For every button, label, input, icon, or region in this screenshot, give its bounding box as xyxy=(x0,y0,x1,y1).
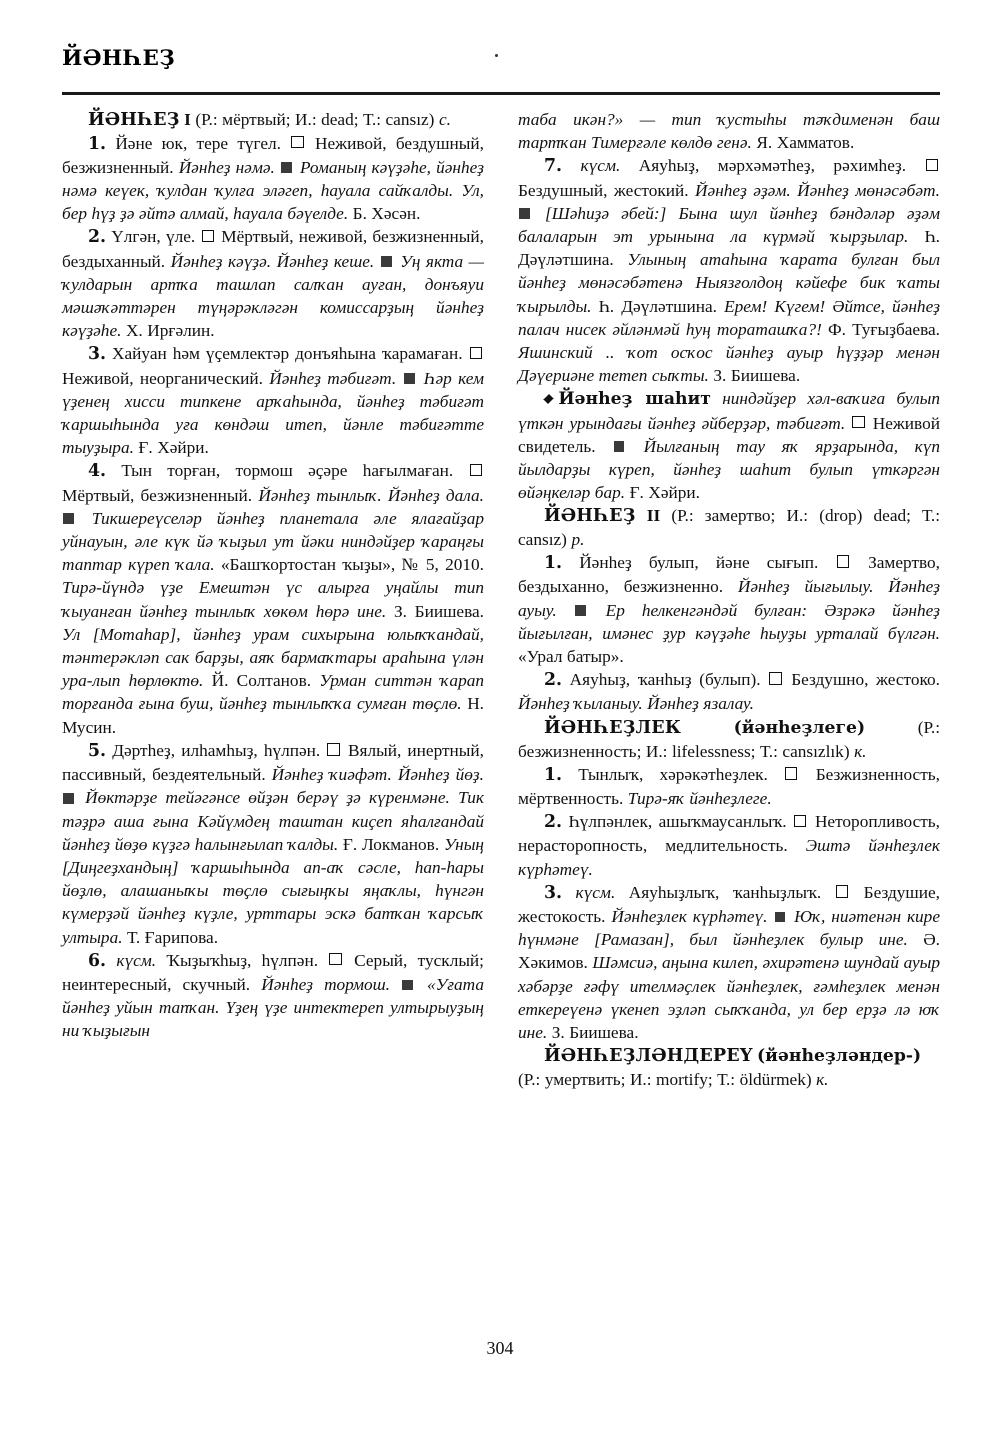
citation-source-4: З. Биишева. xyxy=(713,366,801,386)
usage-label: күсм. xyxy=(580,156,621,176)
sense-citation-4: Урман ситтән ҡарап торғанда ғына буш, йәнһеҙ тынлыҡҡа сумған төҫлө. xyxy=(62,671,484,714)
gloss-turkish-1: cansız) xyxy=(385,110,435,129)
entry-yanhez-1-head xyxy=(62,108,484,132)
citation-source: Б. Хәсән. xyxy=(352,204,421,224)
sense-definition-russian: Бездушный, жестокий. xyxy=(518,180,689,200)
sense-number: 3. xyxy=(88,344,107,365)
usage-label: күсм. xyxy=(116,950,157,970)
citation-source-2: З. Биишева. xyxy=(393,601,484,621)
phraseme-definition-russian: Неживой свидетель. xyxy=(518,413,940,456)
part-of-speech-4: к. xyxy=(816,1070,829,1090)
sense-definition-russian: Вялый, инертный, пассивный, бездеятельный. xyxy=(62,740,484,785)
citation-source: «Урал батыр». xyxy=(518,646,624,666)
sense-definition-russian: Бездушно, жестоко. xyxy=(791,670,940,690)
headword-inflection: (йәнһеҙлеге) xyxy=(733,717,866,738)
sense-number: 2. xyxy=(544,812,563,833)
sense-usage-examples: Йәнһеҙ кәүҙә. Йәнһеҙ кеше. xyxy=(170,251,375,271)
sense-definition-russian: Серый, тусклый; неинтересный, скучный. xyxy=(62,950,484,994)
filled-square-icon xyxy=(63,513,74,524)
citation-source-2: Т. Ғарипова. xyxy=(127,927,219,947)
sense-citation-2: Уның [Диңгеҙхандың] ҡаршыһында ап-аҡ сәсле, һап-һары йөҙлө, алашаныҡы төҫлө сығыңҡы яңаҡлы, һүнгән күмерҙәй йәнһеҙ күҙле, урттары эскә батҡан ҡарсыҡ ултыра. xyxy=(62,834,484,947)
sense-number: 1. xyxy=(544,764,563,785)
header-dot-mark xyxy=(495,54,498,57)
sense-citation: Ер һелкенгәндәй булған: Әзрәкә йәнһеҙ йығылған, имәнес ҙур кәүҙәһе һыуҙы урталай бүлгән. xyxy=(518,600,941,643)
filled-square-icon xyxy=(402,980,413,991)
open-square-icon xyxy=(291,136,303,148)
citation-source-2: Һ. Дәүләтшина. xyxy=(598,296,717,316)
sense-number: 7. xyxy=(544,156,563,177)
sense-definition-russian: Неживой, неорганический. xyxy=(62,368,263,388)
filled-square-icon xyxy=(575,605,586,616)
phraseme-definition-bashkir-italic: ниндәйҙер хәл-ваҡиға булып үткән урындағы йәнһеҙ әйберҙәр, тәбиғәт. xyxy=(518,389,940,433)
open-square-icon xyxy=(926,159,938,171)
sense-definition-russian: Бездушие, жестокость. xyxy=(518,882,940,927)
sense-definition-bashkir: Аяуһыҙлыҡ, ҡанһыҙлыҡ. xyxy=(628,882,822,902)
page-number: 304 xyxy=(486,1338,514,1358)
sense-definition-bashkir: Тынлыҡ, хәрәкәтһеҙлек. xyxy=(578,764,768,784)
sense-definition-russian: Мёртвый, безжизненный. xyxy=(62,485,253,505)
sense-definition-bashkir: Ҡыҙыҡһыҙ, һүлпән. xyxy=(166,950,319,970)
body-columns xyxy=(62,108,940,1092)
sense-citation-3: Ерем! Күгем! Әйтсе, йәнһеҙ палач нисек әйләнмәй һуң тораташҡа?! xyxy=(518,296,940,339)
entry3-sense-2 xyxy=(518,810,940,881)
filled-square-icon xyxy=(381,256,392,267)
header-rule xyxy=(62,92,940,95)
entry-yanhezlek-head xyxy=(518,716,940,763)
sense-citation-1: [Шәһиҙә әбей:] Бына шул йәнһеҙ бәндәләр әҙәм балаларын эт урынына ла күрмәй ҡырҙылар. xyxy=(518,203,940,247)
citation-source-2: З. Биишева. xyxy=(551,1023,639,1043)
sense-citation-1: Юҡ, ниәтенән кире һүнмәне [Рамазан], был йәнһеҙлек булыр ине. xyxy=(518,907,940,950)
citation-source: Я. Хамматов. xyxy=(756,133,855,153)
sense-1 xyxy=(62,132,484,226)
sense-definition-bashkir: Хайуан һәм үҫемлектәр донъяһына ҡарамаған. xyxy=(112,344,463,364)
open-square-icon xyxy=(329,953,341,965)
open-square-icon xyxy=(837,555,849,567)
sense-4 xyxy=(62,459,484,738)
sense-usage-examples: Йәнһеҙ нәмә. xyxy=(178,157,275,177)
roman-numeral-1: I xyxy=(184,110,191,129)
filled-square-icon xyxy=(63,793,74,804)
roman-numeral-2: II xyxy=(646,506,661,526)
entry2-sense-1 xyxy=(518,551,940,668)
sense-usage-examples: Йәнһеҙ ҡыланыу. Йәнһеҙ язалау. xyxy=(518,694,754,714)
headword-yanhezlanderew: ЙӘНҺЕҘЛӘНДЕРЕҮ xyxy=(544,1045,753,1067)
sense-usage-examples: Йәнһеҙ тынлыҡ. Йәнһеҙ дала. xyxy=(258,485,484,505)
sense-number: 1. xyxy=(88,133,107,154)
sense-definition-bashkir: Үлгән, үле. xyxy=(111,227,196,247)
citation-source: Ғ. Хәйри. xyxy=(629,483,700,503)
sense-citation-2: Улының атаһына ҡарата булған был йәнһеҙ мөнәсәбәтенә Ныязғолдоң кәйефе бик ҡаты ҡырылды. xyxy=(518,250,940,316)
sense-definition-russian: Замертво, бездыханно, безжизненно. xyxy=(518,553,940,597)
filled-square-icon xyxy=(614,441,625,452)
sense-citation-4: Яшинский .. ҡот осҡос йәнһеҙ ауыр һүҙҙәр менән Дәүериәне тетеп сыҡты. xyxy=(518,343,940,386)
sense-usage-examples: Эштә йәнһеҙлек күрһәтеү. xyxy=(518,836,940,879)
citation-continuation xyxy=(518,108,940,154)
sense-definition-bashkir: Аяуһыҙ, ҡанһыҙ (булып). xyxy=(569,670,761,690)
sense-citation: «Уғата йәнһеҙ уйын тапҡан. Үҙең үҙе интектереп ултырыуҙың ни ҡыҙығын xyxy=(62,974,484,1041)
diamond-marker-icon xyxy=(544,389,554,399)
sense-number: 2. xyxy=(544,670,563,691)
gloss-translations-3: (Р.: безжизненность; И.: lifelessness; Т.: cansızlık) xyxy=(518,717,941,761)
running-head xyxy=(62,48,942,70)
entry-yanhezlanderew-head xyxy=(518,1044,940,1091)
open-square-icon xyxy=(470,347,482,359)
sense-number: 4. xyxy=(88,461,107,482)
entry2-sense-2 xyxy=(518,668,940,715)
citation-source-1: Ғ. Локманов. xyxy=(342,834,440,854)
sense-3 xyxy=(62,342,484,459)
citation-source-3: Ф. Туғыҙбаева. xyxy=(827,319,940,339)
filled-square-icon xyxy=(281,162,292,173)
headword-inflection: (йәнһеҙләндер-) xyxy=(757,1046,922,1067)
sense-usage-examples: Йәнһеҙ әҙәм. Йәнһеҙ мөнәсәбәт. xyxy=(695,180,940,200)
open-square-icon xyxy=(785,767,797,779)
sense-citation: Һәр кем үҙенең хисси типкене арҡаһында, йәнһеҙ тәбиғәт ҡаршыһында уға көндәш итеп, йәнле тәбиғәтте тыуҙыра. xyxy=(62,368,484,458)
sense-number: 2. xyxy=(88,227,107,248)
sense-usage-examples: Тирә-яҡ йәнһеҙлеге. xyxy=(627,789,772,809)
sense-definition-bashkir: Һүлпәнлек, ашыҡмаусанлыҡ. xyxy=(568,812,787,832)
open-square-icon xyxy=(327,743,339,755)
sense-7 xyxy=(518,154,940,387)
sense-definition-russian: Неторопливость, нерасторопность, медлительность. xyxy=(518,812,940,856)
sense-2 xyxy=(62,225,484,342)
sense-number: 3. xyxy=(544,882,563,903)
open-square-icon xyxy=(852,416,864,428)
sense-definition-bashkir: Тын торған, тормош әҫәре һағылмаған. xyxy=(121,461,454,481)
open-square-icon xyxy=(470,464,482,476)
entry-yanhez-2-head xyxy=(518,504,940,551)
gloss-translations-2: (Р.: замертво; И.: (drop) dead; Т.: cansız) xyxy=(518,506,940,549)
phraseme-term: Йәнһеҙ шаһит xyxy=(558,389,711,410)
sense-citation-2: Шәмсиә, аңына килеп, әхирәтенә шундай ауыр хәбәрҙе ғәфү ителмәҫлек йәнһеҙлек, ғәмһеҙлек менән еткереүенә үкенеп эҙләп сыҡҡанда, ул бер ерҙә лә юҡ ине. xyxy=(518,953,940,1043)
sense-number: 1. xyxy=(544,553,563,574)
open-square-icon xyxy=(769,672,781,684)
headword-yanhez-1: ЙӘНҺЕҘ xyxy=(88,109,180,130)
open-square-icon xyxy=(202,230,214,242)
sense-definition-bashkir: Йәне юк, тере түгел. xyxy=(115,133,281,153)
sense-5 xyxy=(62,739,484,949)
citation-source: Ғ. Хәйри. xyxy=(138,438,209,458)
right-column xyxy=(518,108,940,1092)
sense-number: 5. xyxy=(88,740,107,761)
sense-definition-bashkir: Дәртһеҙ, илһамһыҙ, һүлпән. xyxy=(112,740,321,760)
sense-definition-russian: Безжизненность, мёртвенность. xyxy=(518,764,940,809)
sense-definition-bashkir: Йәнһеҙ булып, йәне сығып. xyxy=(579,553,819,573)
sense-6 xyxy=(62,949,484,1043)
left-column xyxy=(62,108,484,1092)
filled-square-icon xyxy=(775,912,786,923)
citation-source-1: «Башҡортостан ҡыҙы», № 5, 2010. xyxy=(220,555,485,575)
usage-label: күсм. xyxy=(575,882,616,902)
entry3-sense-3 xyxy=(518,881,940,1044)
phraseme-citation: Йылғаның тау яҡ ярҙарында, күп йылдарҙы күреп, йәнһеҙ шаһит булып үткәргән өйәңкеләр бар. xyxy=(518,436,940,503)
sense-usage-examples: Йәнһеҙ тәбиғәт. xyxy=(269,368,397,388)
part-of-speech-1: с. xyxy=(438,110,451,129)
citation-source: Х. Ирғәлин. xyxy=(125,321,215,341)
headword-yanhezlek: ЙӘНҺЕҘЛЕК xyxy=(544,716,682,738)
part-of-speech-3: к. xyxy=(854,741,867,761)
gloss-translations-4: (Р.: умертвить; И.: mortify; Т.: öldürmek) xyxy=(518,1070,812,1090)
headword-yanhez-2: ЙӘНҺЕҘ xyxy=(544,505,636,527)
sense-definition-bashkir: Аяуһыҙ, мәрхәмәтһеҙ, рәхимһеҙ. xyxy=(638,156,907,176)
sense-usage-examples: Йәнһеҙ тормош. xyxy=(261,974,390,994)
citation-continued-text: таба икән?» — тип ҡустыһы тәҡдименән баш тартҡан Тимерғәле көлдө генә. xyxy=(518,110,940,153)
phraseme-entry xyxy=(518,387,940,504)
citation-source-4: Н. Мусин. xyxy=(62,694,484,737)
part-of-speech-2: р. xyxy=(571,529,585,549)
citation-source-3: Й. Солтанов. xyxy=(211,671,312,691)
sense-definition-russian: Мёртвый, неживой, безжизненный, бездыханный. xyxy=(62,227,484,271)
citation-source-1: Ә. Хәкимов. xyxy=(518,930,940,973)
sense-definition-russian: Неживой, бездушный, безжизненный. xyxy=(62,133,484,177)
sense-citation-3: Ул [Мотаһар], йәнһеҙ урам сихырына юлыҡҡандай, тәнтерәкләп сак барҙы, аяҡ бармаҡтары араһына үлән ура-лып һөрлөктө. xyxy=(62,624,484,691)
sense-usage-examples: Йәнһеҙлек күрһәтеү. xyxy=(611,907,768,927)
open-square-icon xyxy=(836,885,848,897)
filled-square-icon xyxy=(519,208,530,219)
sense-citation-1: Йөктәрҙе тейәгәнсе өйҙән берәү ҙә күренмәне. Тик тәҙрә аша ғына Кәйүмдең таштан киҫеп яһалғандай йәнһеҙ йөҙө күҙгә һалынғылап ҡалды. xyxy=(62,788,484,854)
open-square-icon xyxy=(794,815,806,827)
sense-number: 6. xyxy=(88,950,107,971)
sense-citation: Романың кәүҙәһе, йәнһеҙ нәмә кеүек, ҡулдан ҡулға эләгеп, һауала сайҡалды. Ул, бер һүҙ ҙә әйтә алмай, һауала бәүелде. xyxy=(62,157,485,224)
running-head-word: ЙӘНҺЕҘ xyxy=(62,46,176,71)
entry3-sense-1 xyxy=(518,763,940,810)
sense-citation-1: Тикшереүселәр йәнһеҙ планетала әле ялағайҙар уйнауын, әле күк йә ҡыҙыл ут йәки ниндәйҙер ҡараңғы таптар күреп ҡала. xyxy=(62,508,485,575)
sense-citation-2: Тирә-йүндә үҙе Емештән үс алырға уңайлы тип ҡыуанған йәнһеҙ тынлыҡ хөкөм һөрә ине. xyxy=(62,578,484,621)
filled-square-icon xyxy=(404,373,415,384)
citation-source-1: Һ. Дәүләтшина. xyxy=(518,227,940,270)
sense-usage-examples: Йәнһеҙ ҡиәфәт. Йәнһеҙ йөҙ. xyxy=(271,765,484,785)
gloss-translations-1: (Р.: мёртвый; И.: dead; Т.: xyxy=(195,110,381,129)
sense-citation: Уң якта — ҡулдарын артҡа ташлап салҡан ауған, донъяуи мәшәҡәттәрен түңәрәкләгән комиссарҙың йәнһеҙ кәүҙәһе. xyxy=(62,251,485,341)
sense-usage-examples: Йәнһеҙ йығылыу. Йәнһеҙ ауыу. xyxy=(518,577,940,620)
